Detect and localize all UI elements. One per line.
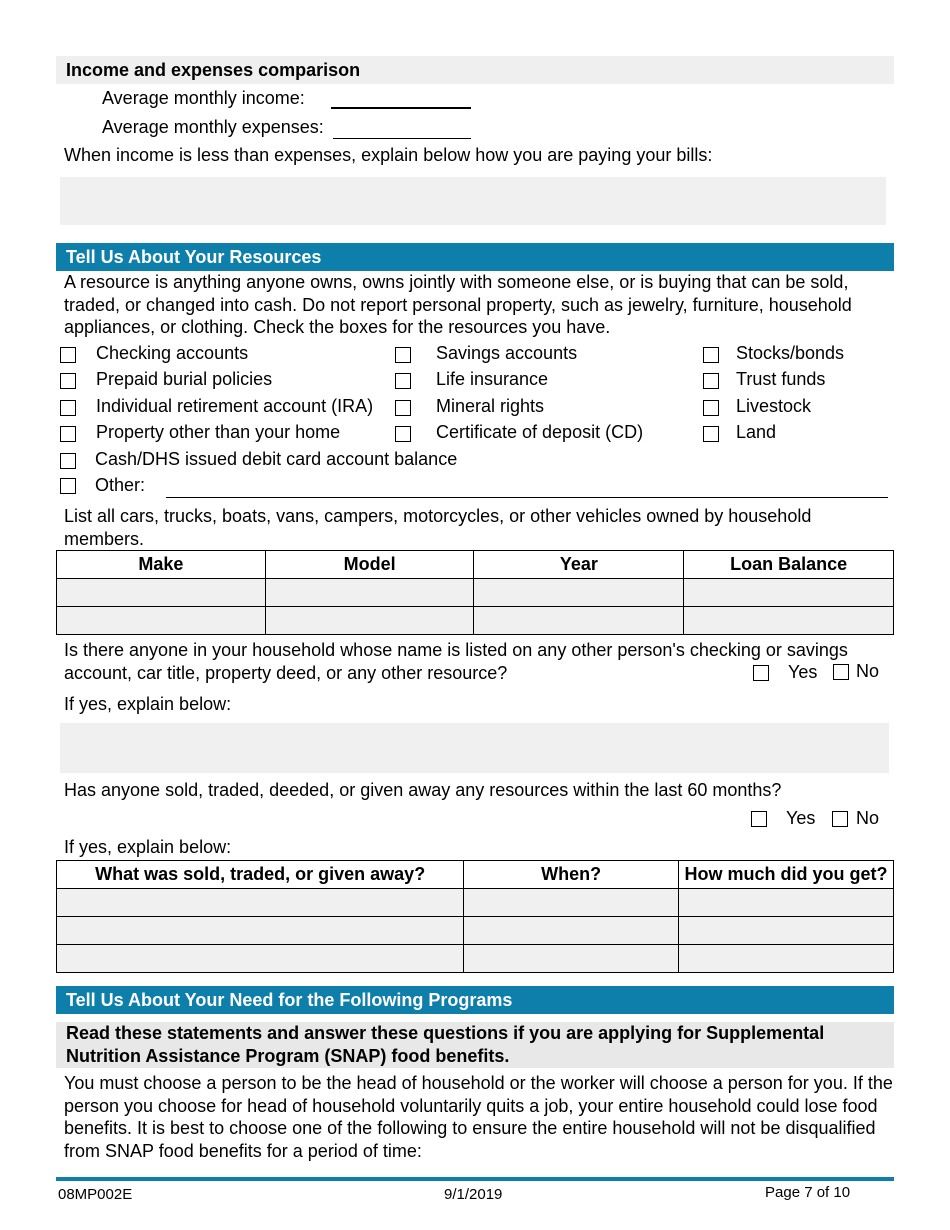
other-resource-field[interactable] [166, 476, 888, 498]
mineral-rights-checkbox[interactable] [395, 400, 411, 416]
explain-bills-prompt: When income is less than expenses, explain below how you are paying your bills: [64, 145, 713, 165]
table-cell-input[interactable] [464, 889, 679, 917]
if-yes-label: If yes, explain below: [64, 694, 232, 714]
resources-section-title: Tell Us About Your Resources [56, 243, 894, 271]
table-cell-input[interactable] [684, 607, 894, 635]
table-cell-input[interactable] [474, 579, 684, 607]
table-cell-input[interactable] [265, 607, 474, 635]
checkbox-label: Land [736, 422, 777, 442]
table-row [57, 889, 894, 917]
table-cell-input[interactable] [57, 889, 464, 917]
land-checkbox[interactable] [703, 426, 719, 442]
table-cell-input[interactable] [679, 889, 894, 917]
explain-bills-field[interactable] [60, 177, 886, 225]
sold-header-when: When? [464, 861, 679, 889]
checkbox-label: Mineral rights [436, 396, 545, 416]
ira-checkbox[interactable] [60, 400, 76, 416]
sold-header-what: What was sold, traded, or given away? [57, 861, 464, 889]
snap-heading: Read these statements and answer these questions if you are applying for Supplemental Nutrition Assistance Program (SNAP) food benefits. [56, 1022, 894, 1068]
sold-no-checkbox[interactable] [832, 811, 848, 827]
no-label: No [856, 661, 880, 681]
form-id: 08MP002E [58, 1186, 133, 1203]
life-insurance-checkbox[interactable] [395, 373, 411, 389]
checkbox-label: Livestock [736, 396, 812, 416]
checkbox-label: Stocks/bonds [736, 343, 845, 363]
yes-label: Yes [786, 808, 816, 828]
other-property-checkbox[interactable] [60, 426, 76, 442]
checkbox-label: Trust funds [736, 369, 826, 389]
avg-expenses-field[interactable] [333, 117, 471, 139]
table-cell-input[interactable] [57, 945, 464, 973]
table-cell-input[interactable] [57, 917, 464, 945]
names-question: Is there anyone in your household whose name is listed on any other person's checking or savings account, car title, property deed, or any other resource? [64, 640, 848, 683]
no-label: No [856, 808, 880, 828]
snap-text: You must choose a person to be the head of household or the worker will choose a person for you. If the person you choose for head of household voluntarily quits a job, your entire household could lose food benefits. It is best to choose one of the following to ensure the entire household will not be disqualified from SNAP food benefits for a period of time: [64, 1073, 893, 1161]
table-cell-input[interactable] [679, 917, 894, 945]
table-row [57, 607, 894, 635]
vehicle-header-make: Make [57, 551, 266, 579]
vehicle-header-loan: Loan Balance [684, 551, 894, 579]
table-cell-input[interactable] [474, 607, 684, 635]
vehicles-prompt: List all cars, trucks, boats, vans, campers, motorcycles, or other vehicles owned by household members. [64, 506, 812, 549]
checkbox-label: Individual retirement account (IRA) [96, 396, 374, 416]
sold-resources-table [56, 860, 894, 973]
table-row [57, 945, 894, 973]
cash-balance-checkbox[interactable] [60, 453, 76, 469]
table-cell-input[interactable] [679, 945, 894, 973]
income-heading: Income and expenses comparison [56, 56, 894, 84]
table-cell-input[interactable] [57, 607, 266, 635]
trust-funds-checkbox[interactable] [703, 373, 719, 389]
vehicle-header-model: Model [265, 551, 474, 579]
programs-section-title: Tell Us About Your Need for the Following Programs [56, 986, 894, 1014]
other-resource-checkbox[interactable] [60, 478, 76, 494]
table-cell-input[interactable] [57, 579, 266, 607]
table-cell-input[interactable] [684, 579, 894, 607]
names-explain-field[interactable] [60, 723, 889, 773]
table-cell-input[interactable] [464, 917, 679, 945]
table-cell-input[interactable] [464, 945, 679, 973]
stocks-bonds-checkbox[interactable] [703, 347, 719, 363]
checkbox-label: Checking accounts [96, 343, 249, 363]
vehicle-header-year: Year [474, 551, 684, 579]
avg-income-field[interactable] [331, 87, 471, 109]
page-number: Page 7 of 10 [765, 1184, 851, 1201]
checkbox-label: Property other than your home [96, 422, 341, 442]
other-label: Other: [95, 475, 146, 495]
table-cell-input[interactable] [265, 579, 474, 607]
if-yes-label: If yes, explain below: [64, 837, 232, 857]
footer-rule [56, 1177, 894, 1181]
sold-header-amount: How much did you get? [679, 861, 894, 889]
sold-question: Has anyone sold, traded, deeded, or given away any resources within the last 60 months? [64, 780, 782, 800]
prepaid-burial-checkbox[interactable] [60, 373, 76, 389]
cd-checkbox[interactable] [395, 426, 411, 442]
avg-income-label: Average monthly income: [102, 88, 305, 108]
livestock-checkbox[interactable] [703, 400, 719, 416]
form-date: 9/1/2019 [444, 1186, 503, 1203]
checkbox-label: Certificate of deposit (CD) [436, 422, 644, 442]
names-no-checkbox[interactable] [833, 664, 849, 680]
vehicles-table [56, 550, 894, 635]
sold-yes-checkbox[interactable] [751, 811, 767, 827]
checking-accounts-checkbox[interactable] [60, 347, 76, 363]
table-row [57, 917, 894, 945]
resources-intro: A resource is anything anyone owns, owns jointly with someone else, or is buying that can be sold, traded, or changed into cash. Do not report personal property, such as jewelry, furniture, household appliances, or clothing. Check the boxes for the resources you have. [64, 272, 852, 337]
yes-label: Yes [788, 662, 818, 682]
checkbox-label: Cash/DHS issued debit card account balance [95, 449, 458, 469]
avg-expenses-label: Average monthly expenses: [102, 117, 324, 137]
checkbox-label: Savings accounts [436, 343, 578, 363]
checkbox-label: Life insurance [436, 369, 549, 389]
table-row [57, 579, 894, 607]
checkbox-label: Prepaid burial policies [96, 369, 273, 389]
savings-accounts-checkbox[interactable] [395, 347, 411, 363]
names-yes-checkbox[interactable] [753, 665, 769, 681]
